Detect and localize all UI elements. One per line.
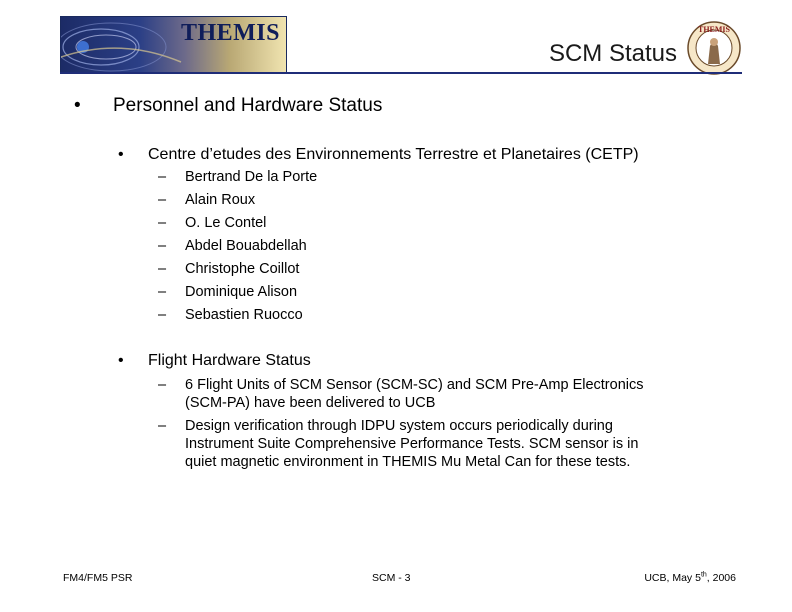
dash-marker: – — [158, 169, 167, 185]
footer-left: FM4/FM5 PSR — [63, 572, 133, 584]
footer-date-sup: th — [700, 571, 707, 579]
dash-marker: – — [158, 418, 167, 434]
bullet-dot: • — [118, 352, 124, 369]
bullet-dot: • — [74, 95, 81, 116]
list-item: O. Le Contel — [185, 215, 267, 231]
dash-marker: – — [158, 215, 167, 231]
footer-date-prefix: UCB, May 5 — [644, 572, 701, 584]
dash-marker: – — [158, 261, 167, 277]
title-rule — [60, 72, 742, 74]
list-item: Abdel Bouabdellah — [185, 238, 307, 254]
dash-marker: – — [158, 284, 167, 300]
footer-date — [644, 572, 736, 584]
dash-marker: – — [158, 377, 167, 393]
section-title: Centre d’etudes des Environnements Terrestre et Planetaires (CETP) — [148, 146, 639, 163]
dash-marker: – — [158, 192, 167, 208]
list-item-line: (SCM-PA) have been delivered to UCB — [185, 395, 436, 411]
logo-wordmark: THEMIS — [180, 20, 280, 46]
list-item-line: Design verification through IDPU system occurs periodically during — [185, 418, 613, 434]
bullet-dot: • — [118, 146, 124, 163]
list-item-line: quiet magnetic environment in THEMIS Mu Metal Can for these tests. — [185, 454, 631, 470]
dash-marker: – — [158, 238, 167, 254]
badge-text: THEMIS — [697, 25, 731, 34]
section-title: Flight Hardware Status — [148, 352, 311, 369]
list-item: Dominique Alison — [185, 284, 298, 300]
list-item: Bertrand De la Porte — [185, 169, 318, 185]
main-heading: Personnel and Hardware Status — [113, 95, 383, 116]
themis-mission-badge — [686, 20, 742, 76]
page-number: SCM - 3 — [372, 572, 411, 584]
list-item-line: Instrument Suite Comprehensive Performance Tests. SCM sensor is in — [185, 436, 639, 452]
list-item: Alain Roux — [185, 192, 256, 208]
footer-date-suffix: , 2006 — [706, 572, 736, 584]
dash-marker: – — [158, 307, 167, 323]
list-item-line: 6 Flight Units of SCM Sensor (SCM-SC) and SCM Pre-Amp Electronics — [185, 377, 644, 393]
list-item: Sebastien Ruocco — [185, 307, 303, 323]
slide-title: SCM Status — [548, 40, 677, 67]
themis-logo — [60, 16, 287, 73]
list-item: Christophe Coillot — [185, 261, 300, 277]
